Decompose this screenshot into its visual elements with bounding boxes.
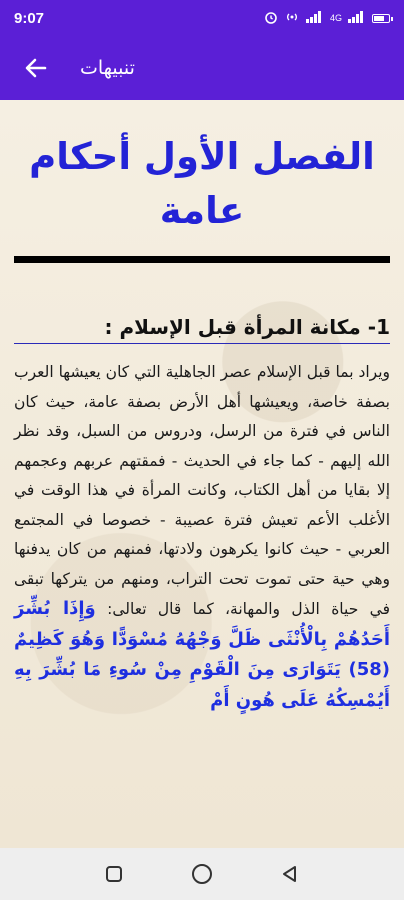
- back-button[interactable]: [22, 54, 50, 82]
- hotspot-icon: [284, 11, 300, 26]
- status-bar: [0, 0, 404, 36]
- home-button[interactable]: [188, 860, 216, 888]
- battery-icon: [372, 14, 390, 23]
- system-nav-bar: [0, 848, 404, 900]
- status-icons: [264, 10, 390, 27]
- recents-button[interactable]: [100, 860, 128, 888]
- status-time: 9:07: [14, 9, 45, 27]
- signal-icon-2: [348, 11, 366, 26]
- alarm-icon: [264, 10, 278, 27]
- chapter-title: الفصل الأول أحكام عامة: [29, 135, 375, 232]
- app-bar: [0, 36, 404, 100]
- app-title: تنبيهات: [80, 57, 135, 79]
- triangle-back-icon: [280, 864, 300, 884]
- circle-icon: [191, 863, 213, 885]
- quran-verse: وَإِذَا بُشِّرَ أَحَدُهُمْ بِالْأُنْثَى ظَلَّ وَجْهُهُ مُسْوَدًّا وَهُوَ كَظِيمٌ (58) يَتَوَارَى مِنَ الْقَوْمِ مِنْ سُوءِ مَا بُشِّرَ بِهِ أَيُمْسِكُهُ عَلَى هُونٍ أَمْ: [14, 598, 390, 711]
- body-text: [14, 358, 390, 716]
- network-label: 4G: [329, 13, 342, 23]
- nav-back-button[interactable]: [276, 860, 304, 888]
- square-icon: [105, 865, 123, 883]
- section-heading: 1- مكانة المرأة قبل الإسلام :: [14, 315, 390, 344]
- divider: [14, 256, 390, 263]
- signal-icon: [306, 11, 324, 26]
- paragraph-text: ويراد بما قبل الإسلام عصر الجاهلية التي كان يعيشها العرب بصفة خاصة، ويعيشها أهل الأرض بصفة عامة، حيث كان الناس في فترة من الرسل، ودروس من السبل، وقد نظر الله إليهم - كما جاء في الحديث - فمقتهم عربهم وعجمهم إلا بقايا من أهل الكتاب، وكانت المرأة في هذا الوقت في الأغلب الأعم تعيش فترة عصيبة - خصوصا في المجتمع العربي - حيث كانوا يكرهون ولادتها، فمنهم من كان يدفنها وهي حية حتى تموت تحت التراب، ومنهم من يتركها تبقى في حياة الذل والمهانة، كما قال تعالى:: [14, 363, 390, 618]
- content-area[interactable]: [0, 100, 404, 848]
- arrow-left-icon: [25, 57, 47, 79]
